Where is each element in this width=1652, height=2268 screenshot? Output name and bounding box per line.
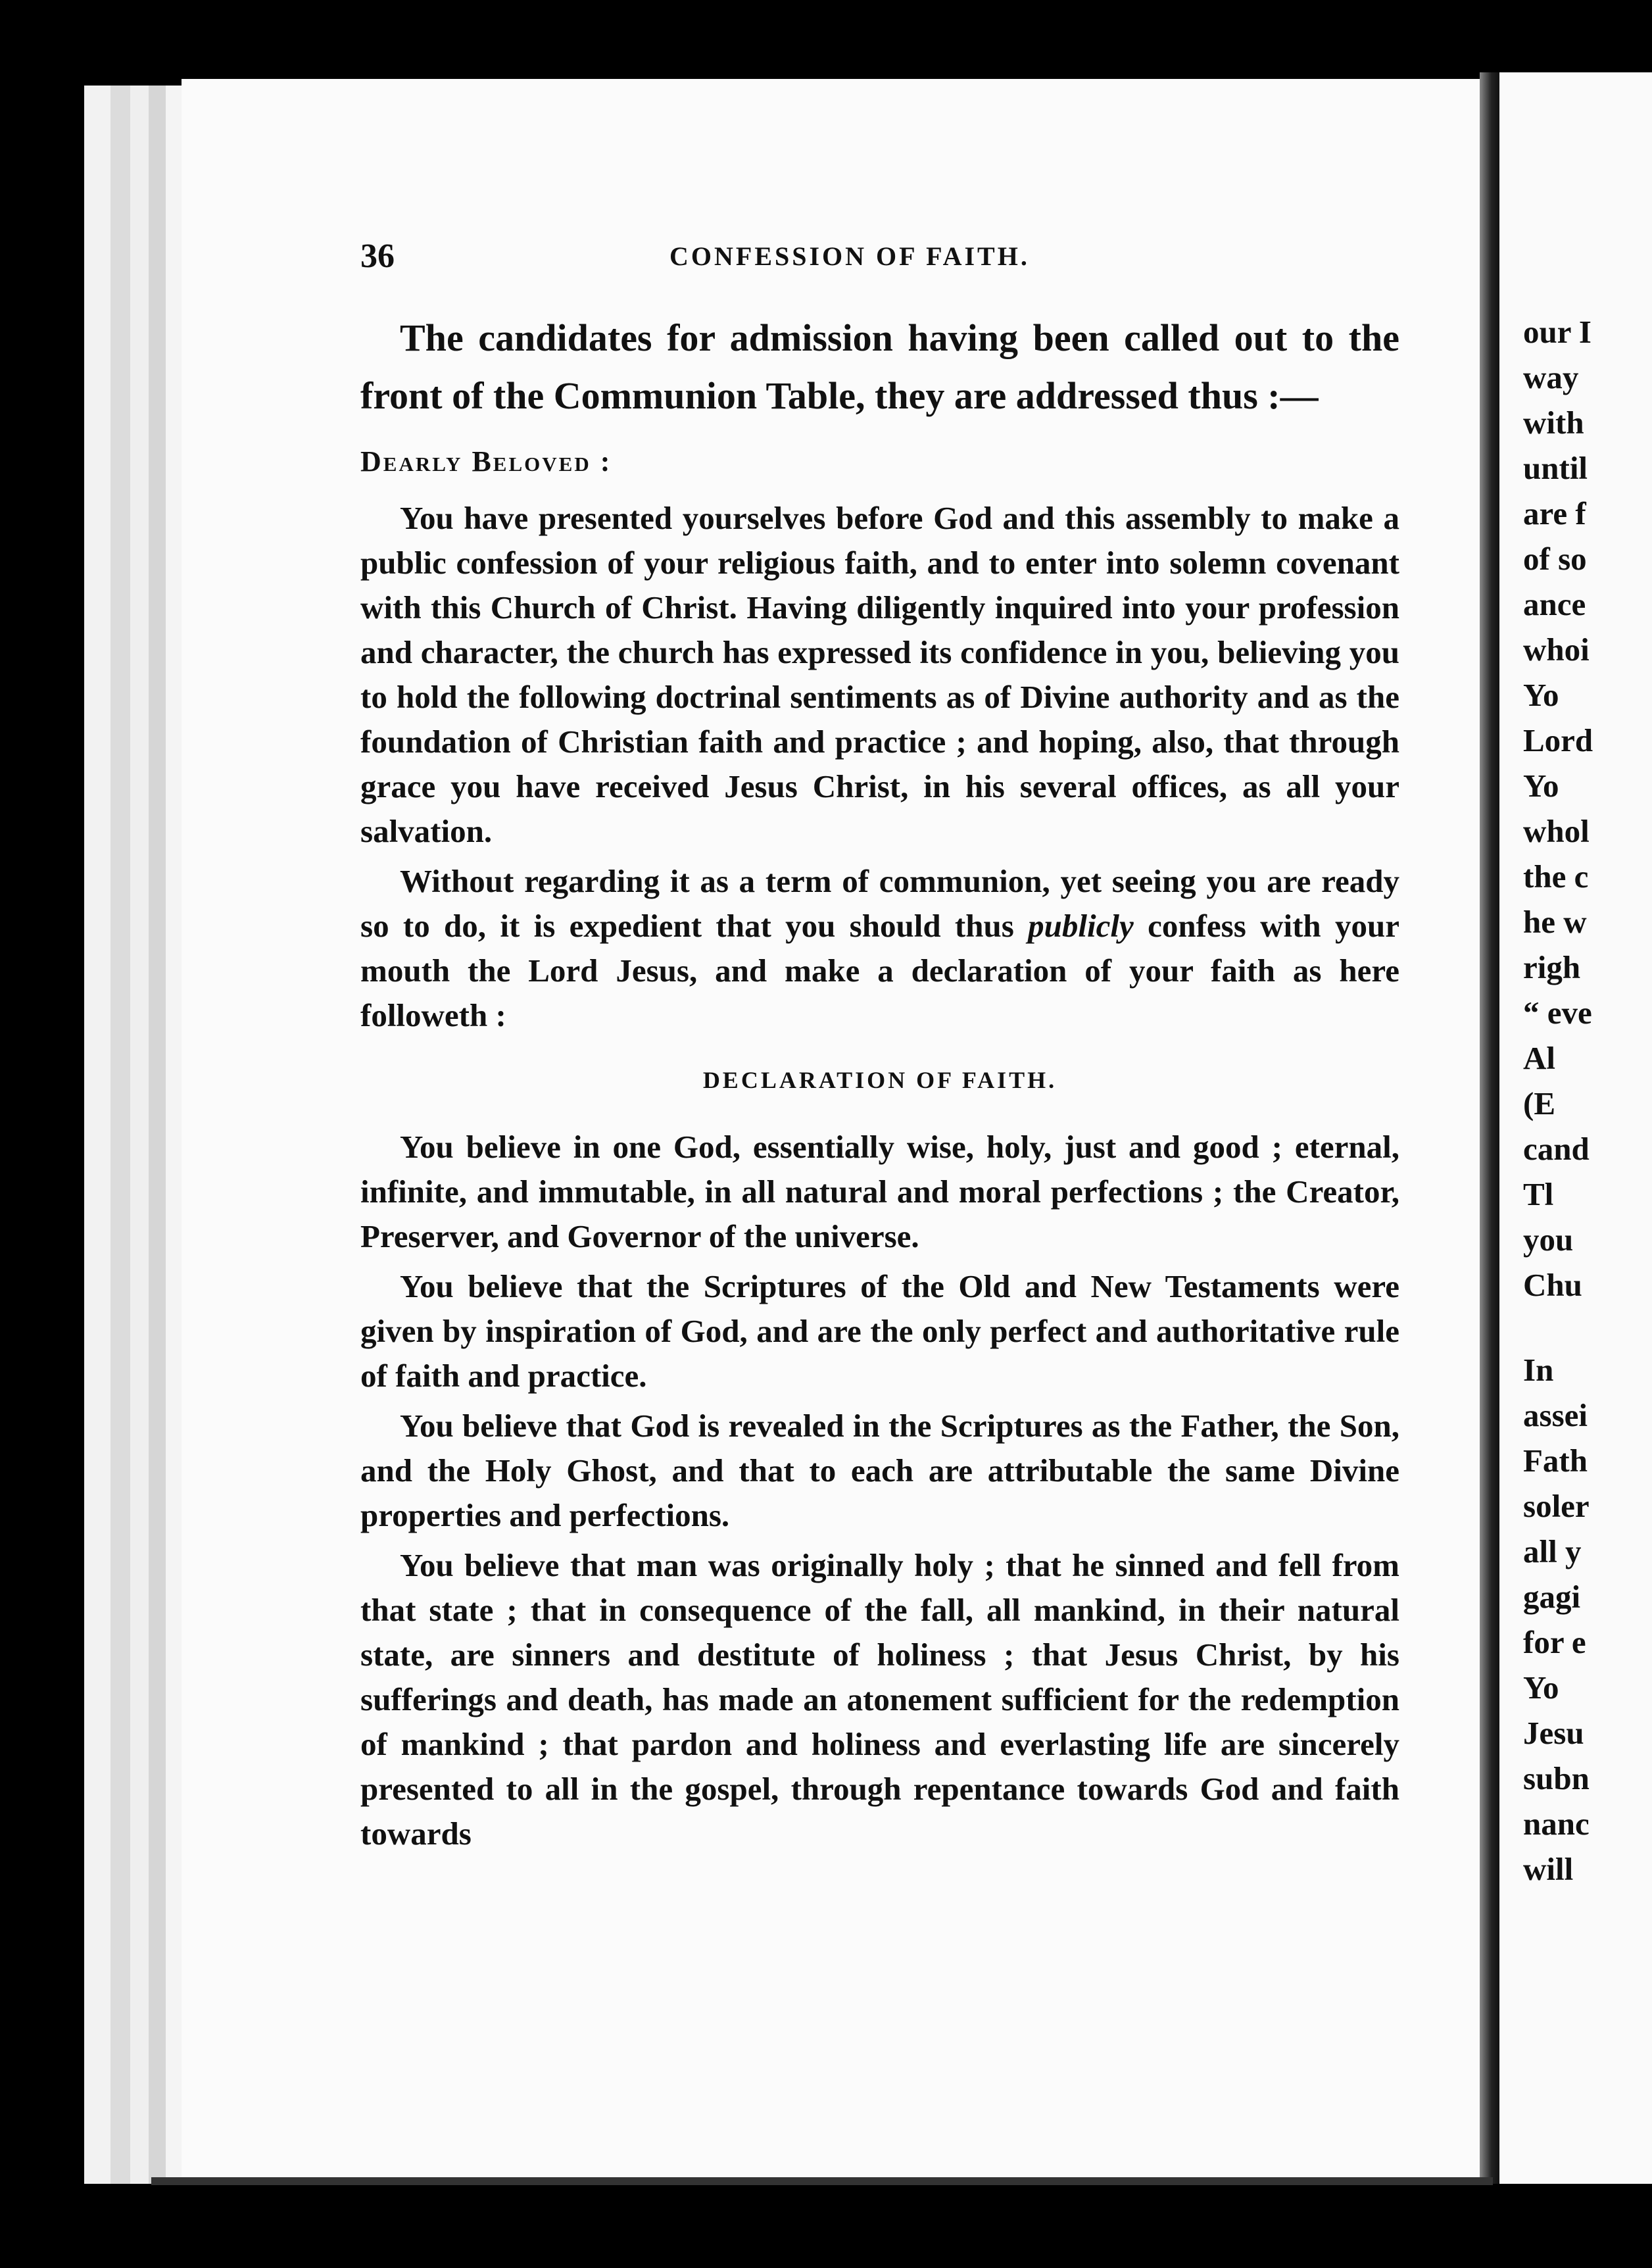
- next-page-text: [1523, 309, 1652, 1892]
- next-page-line: Yo: [1523, 1669, 1559, 1706]
- salutation: Dearly Beloved :: [360, 445, 612, 478]
- next-page-line: he w: [1523, 904, 1587, 940]
- running-head: [360, 237, 1399, 276]
- section-heading: DECLARATION OF FAITH.: [702, 1067, 1057, 1093]
- next-page-line: whol: [1523, 813, 1590, 849]
- page-stack-edge: [149, 86, 168, 2184]
- expedient-paragraph: [360, 859, 1399, 1038]
- next-page-line: with: [1523, 405, 1584, 441]
- next-page-line: Jesu: [1523, 1715, 1584, 1751]
- page-stack-edge: [110, 86, 132, 2184]
- next-page-line: nanc: [1523, 1806, 1590, 1842]
- emphasis-publicly: publicly: [1028, 908, 1134, 944]
- next-page-line: assei: [1523, 1397, 1588, 1433]
- next-page-line: Fath: [1523, 1442, 1588, 1479]
- expedient-text-after: confess with your mouth the Lord Jesus, and make a declaration of your faith as here followeth :: [360, 908, 1399, 1033]
- next-page-line: you: [1523, 1221, 1574, 1258]
- declaration-paragraph: You believe that God is revealed in the Scriptures as the Father, the Son, and the Holy Ghost, and that to each are attributable the same Divine properties and perfections.: [360, 1408, 1399, 1533]
- next-page-line: Al: [1523, 1040, 1555, 1076]
- next-page-line: cand: [1523, 1131, 1590, 1167]
- next-page-line: way: [1523, 359, 1579, 395]
- declaration-paragraph: You believe in one God, essentially wise, holy, just and good ; eternal, infinite, and immutable, in all natural and moral perfections ; the Creator, Preserver, and Governor of the universe.: [360, 1129, 1399, 1254]
- book-gutter: [1480, 72, 1499, 2184]
- address-paragraph: You have presented yourselves before God and this assembly to make a public confession of your religious faith, and to enter into solemn covenant with this Church of Christ. Having diligently inquired into your profession and character, the church has expressed its confidence in you, believing you to hold the following doctrinal sentiments as of Divine authority and as the foundation of Christian faith and practice ; and hoping, also, that through grace you have received Jesus Christ, in his several offices, as all your salvation.: [360, 500, 1399, 849]
- next-page-line: In: [1523, 1352, 1554, 1388]
- next-page-line: the c: [1523, 858, 1589, 895]
- next-page-line: Lord: [1523, 722, 1593, 758]
- page-stack-edge: [130, 86, 151, 2184]
- next-page-line: Yo: [1523, 768, 1559, 804]
- page-stack-edge: [84, 86, 112, 2184]
- next-page-line: until: [1523, 450, 1588, 486]
- next-page-line: will: [1523, 1851, 1574, 1887]
- next-page-line: of so: [1523, 541, 1587, 577]
- main-text: [360, 309, 1399, 1861]
- page-bottom-shadow: [151, 2177, 1493, 2185]
- next-page-line: gagi: [1523, 1579, 1581, 1615]
- declaration-paragraph: You believe that man was originally holy ; that he sinned and fell from that state ; that in consequence of the fall, all mankind, in their natural state, are sinners and destitute of holiness ; that Jesus Christ, by his sufferings and death, has made an atonement sufficient for the redemption of mankind ; that pardon and holiness and everlasting life are sincerely presented to all in the gospel, through repentance towards God and faith towards: [360, 1547, 1399, 1852]
- next-page-line: Yo: [1523, 677, 1559, 713]
- next-page-line: our I: [1523, 314, 1591, 350]
- next-page-line: ance: [1523, 586, 1586, 622]
- running-head-title: CONFESSION OF FAITH.: [669, 241, 1030, 271]
- next-page-line: whoi: [1523, 631, 1590, 668]
- next-page-gap: [1523, 1308, 1652, 1347]
- page-stack-edge: [166, 86, 183, 2184]
- next-page-line: all y: [1523, 1533, 1582, 1569]
- next-page-line: “ eve: [1523, 995, 1592, 1031]
- next-page-line: (E: [1523, 1085, 1555, 1122]
- intro-paragraph: The candidates for admission having been called out to the front of the Communion Table, they are addressed thus :—: [360, 316, 1399, 417]
- next-page-line: Chu: [1523, 1267, 1582, 1303]
- next-page-line: for e: [1523, 1624, 1586, 1660]
- next-page-line: are f: [1523, 495, 1586, 531]
- expedient-text-before: Without regarding it as a term of communion, yet seeing you are ready so to do, it is expedient that you should thus: [360, 863, 1399, 944]
- page-number: 36: [360, 237, 395, 275]
- next-page-line: soler: [1523, 1488, 1590, 1524]
- declaration-paragraph: You believe that the Scriptures of the Old and New Testaments were given by inspiration of God, and are the only perfect and authoritative rule of faith and practice.: [360, 1268, 1399, 1394]
- next-page-line: righ: [1523, 949, 1581, 985]
- next-page-line: subn: [1523, 1760, 1590, 1796]
- next-page-line: Tl: [1523, 1176, 1554, 1212]
